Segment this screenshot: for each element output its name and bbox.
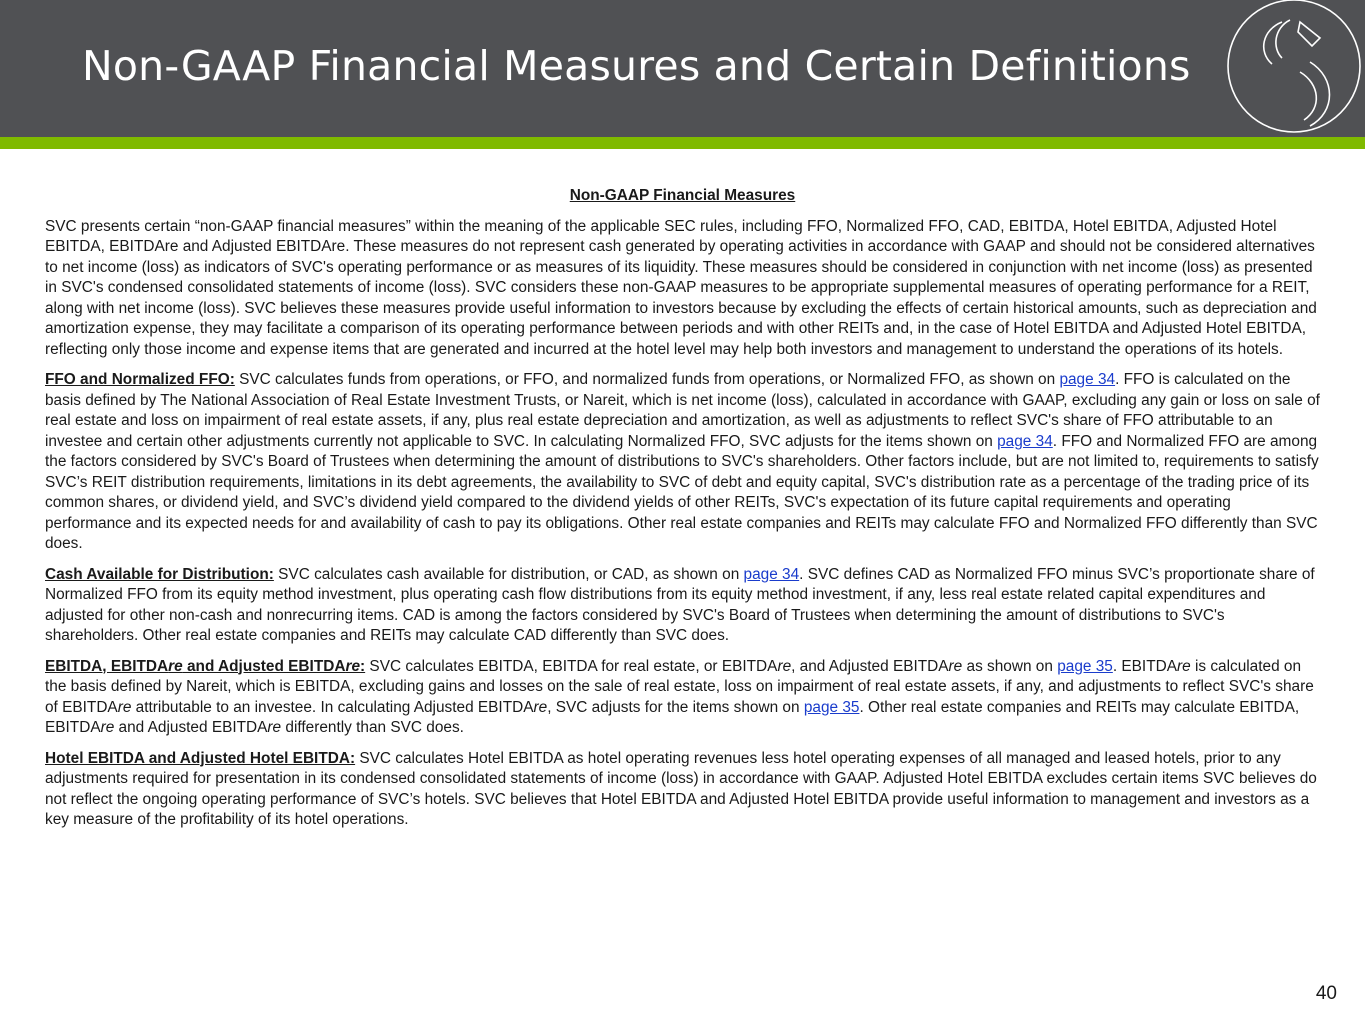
- svc-logo-icon: [1224, 0, 1365, 137]
- ebitda-text: , SVC adjusts for the items shown on: [547, 698, 804, 716]
- cad-term: Cash Available for Distribution:: [45, 565, 274, 583]
- intro-text: SVC presents certain “non-GAAP financial measures” within the meaning of the applicable SEC rules, including FFO, Normalized FFO, CAD, EBITDA, Hotel EBITDA, Adjusted Hotel EBITDA, EBITDAre and Adjusted EBITDAre. These measures do not represent cash generated by operating activities in accordance with GAAP and should not be considered alternatives to net income (loss) as indicators of SVC's operating performance or as measures of its liquidity. These measures should be considered in conjunction with net income (loss) as presented in SVC's condensed consolidated statements of income (loss). SVC considers these non-GAAP measures to be appropriate supplemental measures of operating performance for a REIT, along with net income (loss). SVC believes these measures provide useful information to investors because by excluding the effects of certain historical amounts, such as depreciation and amortization expense, they may facilitate a comparison of its operating performance between periods and with other REITs and, in the case of Hotel EBITDA and Adjusted Hotel EBITDA, reflecting only those income and expense items that are generated and incurred at the hotel level may help both investors and management to understand the operations of its hotels.: [45, 217, 1317, 358]
- ebitda-term-part: EBITDA, EBITDA: [45, 657, 169, 675]
- cad-paragraph: [45, 565, 1320, 647]
- ebitda-text: re: [533, 698, 548, 716]
- ebitda-paragraph: [45, 657, 1320, 739]
- page-title: Non-GAAP Financial Measures and Certain Definitions: [82, 42, 1191, 90]
- ebitda-text: as shown on: [962, 657, 1058, 675]
- page-34-link[interactable]: page 34: [997, 432, 1053, 450]
- ebitda-text: re: [267, 719, 282, 736]
- header-banner: [0, 0, 1365, 137]
- ebitda-term-part: re: [168, 657, 183, 675]
- ebitda-text: differently than SVC does.: [281, 719, 464, 736]
- ffo-term: FFO and Normalized FFO:: [45, 371, 235, 388]
- ebitda-text: . Other real estate companies and REITs may calculate EBITDA, EBITDA: [45, 698, 1300, 736]
- ebitda-text: , and Adjusted EBITDA: [791, 657, 949, 675]
- hotel-ebitda-term: Hotel EBITDA and Adjusted Hotel EBITDA:: [45, 749, 356, 767]
- ffo-text: . FFO is calculated on the basis defined by The National Association of Real Estate Investment Trusts, or Nareit, which is net income (loss), calculated in accordance with GAAP, excluding any gain or loss on sale of real estate and loss on impairment of real estate assets, if any, plus real estate depreciation and amortization, as well as adjustments to reflect SVC's share of FFO attributable to an investee and certain other adjustments currently not applicable to SVC. In calculating Normalized FFO, SVC adjusts for the items shown on: [45, 371, 1320, 450]
- ebitda-text: re: [777, 657, 792, 675]
- document-body: [45, 186, 1320, 841]
- ebitda-text: re: [948, 657, 963, 675]
- hotel-ebitda-text: SVC calculates Hotel EBITDA as hotel operating revenues less hotel operating expenses of all managed and leased hotels, prior to any adjustments required for presentation in its condensed consolidated statements of income (loss) in accordance with GAAP. Adjusted Hotel EBITDA excludes certain items SVC believes do not reflect the ongoing operating performance of SVC’s hotels. SVC believes that Hotel EBITDA and Adjusted Hotel EBITDA provide useful information to management and investors as a key measure of the profitability of its hotel operations.: [45, 749, 1317, 828]
- ebitda-text: re: [117, 698, 132, 716]
- ebitda-text: attributable to an investee. In calculating Adjusted EBITDA: [131, 698, 534, 716]
- ebitda-term: [45, 658, 365, 675]
- ffo-text: . FFO and Normalized FFO are among the factors considered by SVC's Board of Trustees when determining the amount of distributions to SVC's shareholders. Other factors include, but are not limited to, requirements to satisfy SVC’s REIT distribution requirements, limitations in its debt agreements, the availability to SVC of debt and equity capital, SVC's distribution rate as a percentage of the trading price of its common shares, or dividend yield, and SVC’s dividend yield compared to the dividend yields of other REITs, SVC's expectation of its future capital requirements and operating performance and its expected needs for and availability of cash to pay its obligations. Other real estate companies and REITs may calculate FFO and Normalized FFO differently than SVC does.: [45, 432, 1319, 552]
- section-heading: Non-GAAP Financial Measures: [569, 187, 796, 204]
- ebitda-text: . EBITDA: [1112, 657, 1177, 675]
- ebitda-text: re: [1176, 657, 1191, 675]
- ebitda-text: re: [100, 719, 115, 736]
- ffo-paragraph: [45, 370, 1320, 555]
- cad-text: SVC calculates cash available for distribution, or CAD, as shown on: [273, 565, 744, 583]
- page-35-link[interactable]: page 35: [803, 698, 860, 716]
- cad-text: . SVC defines CAD as Normalized FFO minus SVC’s proportionate share of Normalized FFO from its equity method investment, plus operating cash flow distributions from its equity method investment, if any, less real estate related capital expenditures and adjusted for other non-cash and nonrecurring items. CAD is among the factors considered by SVC's Board of Trustees when determining the amount of distributions to SVC's shareholders. Other real estate companies and REITs may calculate CAD differently than SVC does.: [45, 565, 1315, 644]
- ebitda-term-part: re: [345, 657, 361, 675]
- page-35-link[interactable]: page 35: [1057, 657, 1113, 675]
- ffo-text: SVC calculates funds from operations, or FFO, and normalized funds from operations, or Normalized FFO, as shown on: [234, 371, 1060, 388]
- accent-bar: [0, 137, 1365, 149]
- ebitda-term-part: :: [360, 657, 366, 675]
- ebitda-text: SVC calculates EBITDA, EBITDA for real estate, or EBITDA: [365, 657, 778, 675]
- intro-paragraph: [45, 217, 1320, 361]
- ebitda-text: and Adjusted EBITDA: [114, 719, 268, 736]
- ebitda-text: is calculated on the basis defined by Nareit, which is EBITDA, excluding gains and losses on the sale of real estate, loss on impairment of real estate assets, if any, and adjustments to reflect SVC's share of EBITDA: [45, 657, 1314, 716]
- page-34-link[interactable]: page 34: [1059, 371, 1116, 388]
- ebitda-term-part: and Adjusted EBITDA: [182, 657, 346, 675]
- page-number: 40: [1315, 983, 1337, 1004]
- hotel-ebitda-paragraph: [45, 749, 1320, 831]
- page-34-link[interactable]: page 34: [743, 565, 800, 583]
